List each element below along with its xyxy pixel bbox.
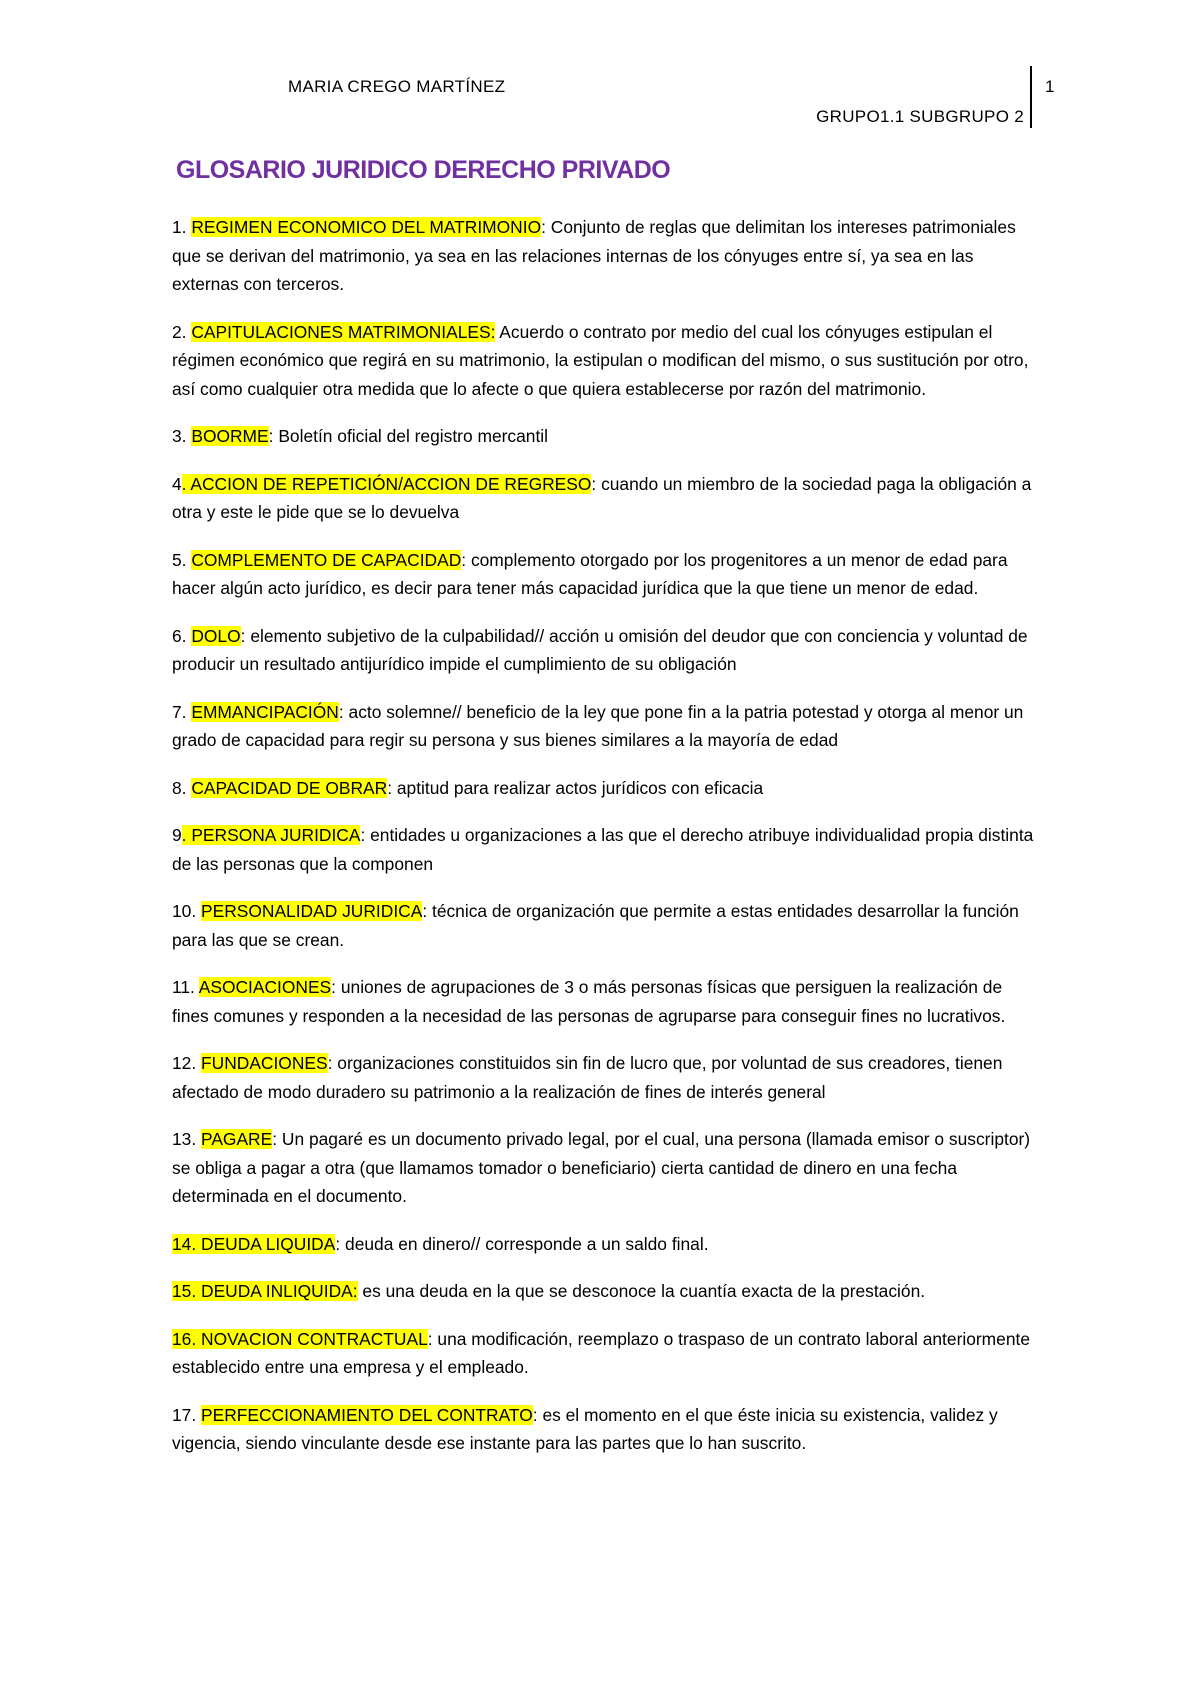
entry-separator: :: [541, 217, 546, 237]
entry-number: 17.: [172, 1404, 202, 1425]
entry-separator: :: [327, 1053, 333, 1073]
glossary-entry: [172, 546, 1040, 603]
glossary-entry: [172, 973, 1040, 1030]
glossary-entry: [172, 774, 1040, 803]
entry-term: BOORME: [191, 426, 269, 446]
entry-separator: :: [272, 1129, 278, 1149]
glossary-entry: [172, 318, 1040, 404]
entry-definition: acto solemne// beneficio de la ley que pone fin a la patria potestad y otorga al menor un grado de capacidad para regir su persona y sus bienes similares a la mayoría de edad: [172, 701, 1024, 750]
entry-definition: entidades u organizaciones a las que el derecho atribuye individualidad propia distinta de las personas que la componen: [172, 825, 1034, 874]
glossary-entry: [172, 470, 1040, 527]
entry-definition: uniones de agrupaciones de 3 o más personas físicas que persiguen la realización de fines comunes y responden a la necesidad de las personas de agruparse para conseguir fines no lucrativos.: [172, 977, 1006, 1026]
glossary-entry: [172, 821, 1040, 878]
entry-term: PERFECCIONAMIENTO DEL CONTRATO: [201, 1404, 533, 1425]
entry-definition: Conjunto de reglas que delimitan los intereses patrimoniales que se derivan del matrimonio, ya sea en las relaciones internas de los cónyuges entre sí, ya sea en las externas con terceros.: [172, 217, 1016, 294]
glossary-entry: [172, 1325, 1040, 1382]
entry-term: ASOCIACIONES: [198, 977, 332, 997]
glossary-entry: [172, 622, 1040, 679]
entry-term: PERSONALIDAD JURIDICA: [201, 901, 423, 921]
entry-separator: :: [331, 977, 337, 997]
document-title: GLOSARIO JURIDICO DERECHO PRIVADO: [176, 156, 671, 184]
entry-separator: :: [335, 1233, 341, 1254]
glossary-entry: [172, 897, 1040, 954]
entry-number: 2.: [172, 321, 192, 342]
entry-separator: :: [387, 777, 393, 798]
entry-term: REGIMEN ECONOMICO DEL MATRIMONIO: [191, 217, 542, 237]
entry-term: PAGARE: [201, 1129, 273, 1149]
entry-definition: Boletín oficial del registro mercantil: [273, 426, 549, 446]
entry-term: CAPACIDAD DE OBRAR: [191, 777, 388, 798]
glossary-entry: [172, 1049, 1040, 1106]
entry-definition: técnica de organización que permite a estas entidades desarrollar la función para las que se crean.: [172, 901, 1019, 950]
header-divider: [1030, 66, 1032, 128]
entry-separator: :: [461, 549, 467, 570]
group-label: GRUPO1.1 SUBGRUPO 2: [816, 107, 1024, 126]
entry-separator: :: [427, 1328, 433, 1349]
entry-number: 3.: [172, 426, 192, 446]
entry-number: 8.: [172, 777, 192, 798]
entry-definition: aptitud para realizar actos jurídicos con eficacia: [392, 777, 764, 798]
entry-number: 13.: [172, 1129, 202, 1149]
entry-term: 15. DEUDA INLIQUIDA:: [172, 1281, 358, 1301]
glossary-entry: [172, 698, 1040, 755]
entry-number: 1.: [172, 217, 192, 237]
glossary-entry: [172, 213, 1040, 299]
entry-separator: :: [591, 473, 597, 494]
entry-number: 5.: [172, 549, 192, 570]
author-name: MARIA CREGO MARTÍNEZ: [288, 77, 506, 96]
entry-term: 14. DEUDA LIQUIDA: [172, 1233, 336, 1254]
entry-definition: complemento otorgado por los progenitores a un menor de edad para hacer algún acto jurídico, es decir para tener más capacidad jurídica que la que tiene un menor de edad.: [172, 549, 1008, 598]
entry-definition: es una deuda en la que se desconoce la cuantía exacta de la prestación.: [357, 1281, 926, 1301]
entry-definition: una modificación, reemplazo o traspaso de un contrato laboral anteriormente establecido entre una empresa y el empleado.: [172, 1328, 1031, 1377]
entry-definition: organizaciones constituidos sin fin de lucro que, por voluntad de sus creadores, tienen afectado de modo duradero su patrimonio a la realización de fines de interés general: [172, 1053, 1003, 1102]
glossary-entry: [172, 1401, 1040, 1458]
entry-definition: Un pagaré es un documento privado legal, por el cual, una persona (llamada emisor o suscriptor) se obliga a pagar a otra (que llamamos tomador o beneficiario) cierta cantidad de dinero en una fecha determinada en el documento.: [172, 1129, 1031, 1206]
entry-term: DOLO: [191, 625, 241, 646]
entry-term: . PERSONA JURIDICA: [181, 825, 361, 845]
entry-term: COMPLEMENTO DE CAPACIDAD: [191, 549, 462, 570]
entry-separator: :: [360, 825, 366, 845]
entry-definition: cuando un miembro de la sociedad paga la obligación a otra y este le pide que se lo devuelva: [172, 473, 1032, 522]
entry-separator: :: [422, 901, 428, 921]
entry-term: 16. NOVACION CONTRACTUAL: [172, 1328, 428, 1349]
entry-term: EMMANCIPACIÓN: [191, 701, 339, 722]
entry-definition: Acuerdo o contrato por medio del cual los cónyuges estipulan el régimen económico que regirá en su matrimonio, la estipulan o modifican del mismo, o sus sustitución por otro, así como cualquier otra medida que lo afecte o que quiera establecerse por razón del matrimonio.: [172, 321, 1029, 399]
entry-term: . ACCION DE REPETICIÓN/ACCION DE REGRESO: [181, 473, 592, 494]
entry-separator: :: [240, 625, 246, 646]
entry-definition: deuda en dinero// corresponde a un saldo final.: [340, 1233, 709, 1254]
glossary-entry: [172, 1277, 1040, 1306]
entry-number: 12.: [172, 1053, 202, 1073]
entry-term: CAPITULACIONES MATRIMONIALES:: [191, 321, 496, 342]
entry-number: 9: [172, 825, 182, 845]
glossary-list: [172, 213, 1040, 1477]
entry-separator: :: [532, 1404, 538, 1425]
entry-number: 4: [172, 473, 182, 494]
glossary-entry: [172, 1230, 1040, 1259]
page-number: 1: [1045, 77, 1055, 96]
glossary-entry: [172, 1125, 1040, 1211]
entry-term: FUNDACIONES: [201, 1053, 328, 1073]
glossary-entry: [172, 422, 1040, 451]
entry-number: 10.: [172, 901, 202, 921]
entry-definition: elemento subjetivo de la culpabilidad// acción u omisión del deudor que con conciencia y voluntad de producir un resultado antijurídico impide el cumplimiento de su obligación: [172, 625, 1028, 674]
entry-number: 6.: [172, 625, 192, 646]
entry-separator: :: [268, 426, 274, 446]
entry-separator: :: [338, 701, 344, 722]
entry-number: 7.: [172, 701, 192, 722]
entry-number: 11.: [172, 977, 199, 997]
entry-definition: es el momento en el que éste inicia su existencia, validez y vigencia, siendo vinculante desde ese instante para las partes que lo han suscrito.: [172, 1404, 998, 1453]
